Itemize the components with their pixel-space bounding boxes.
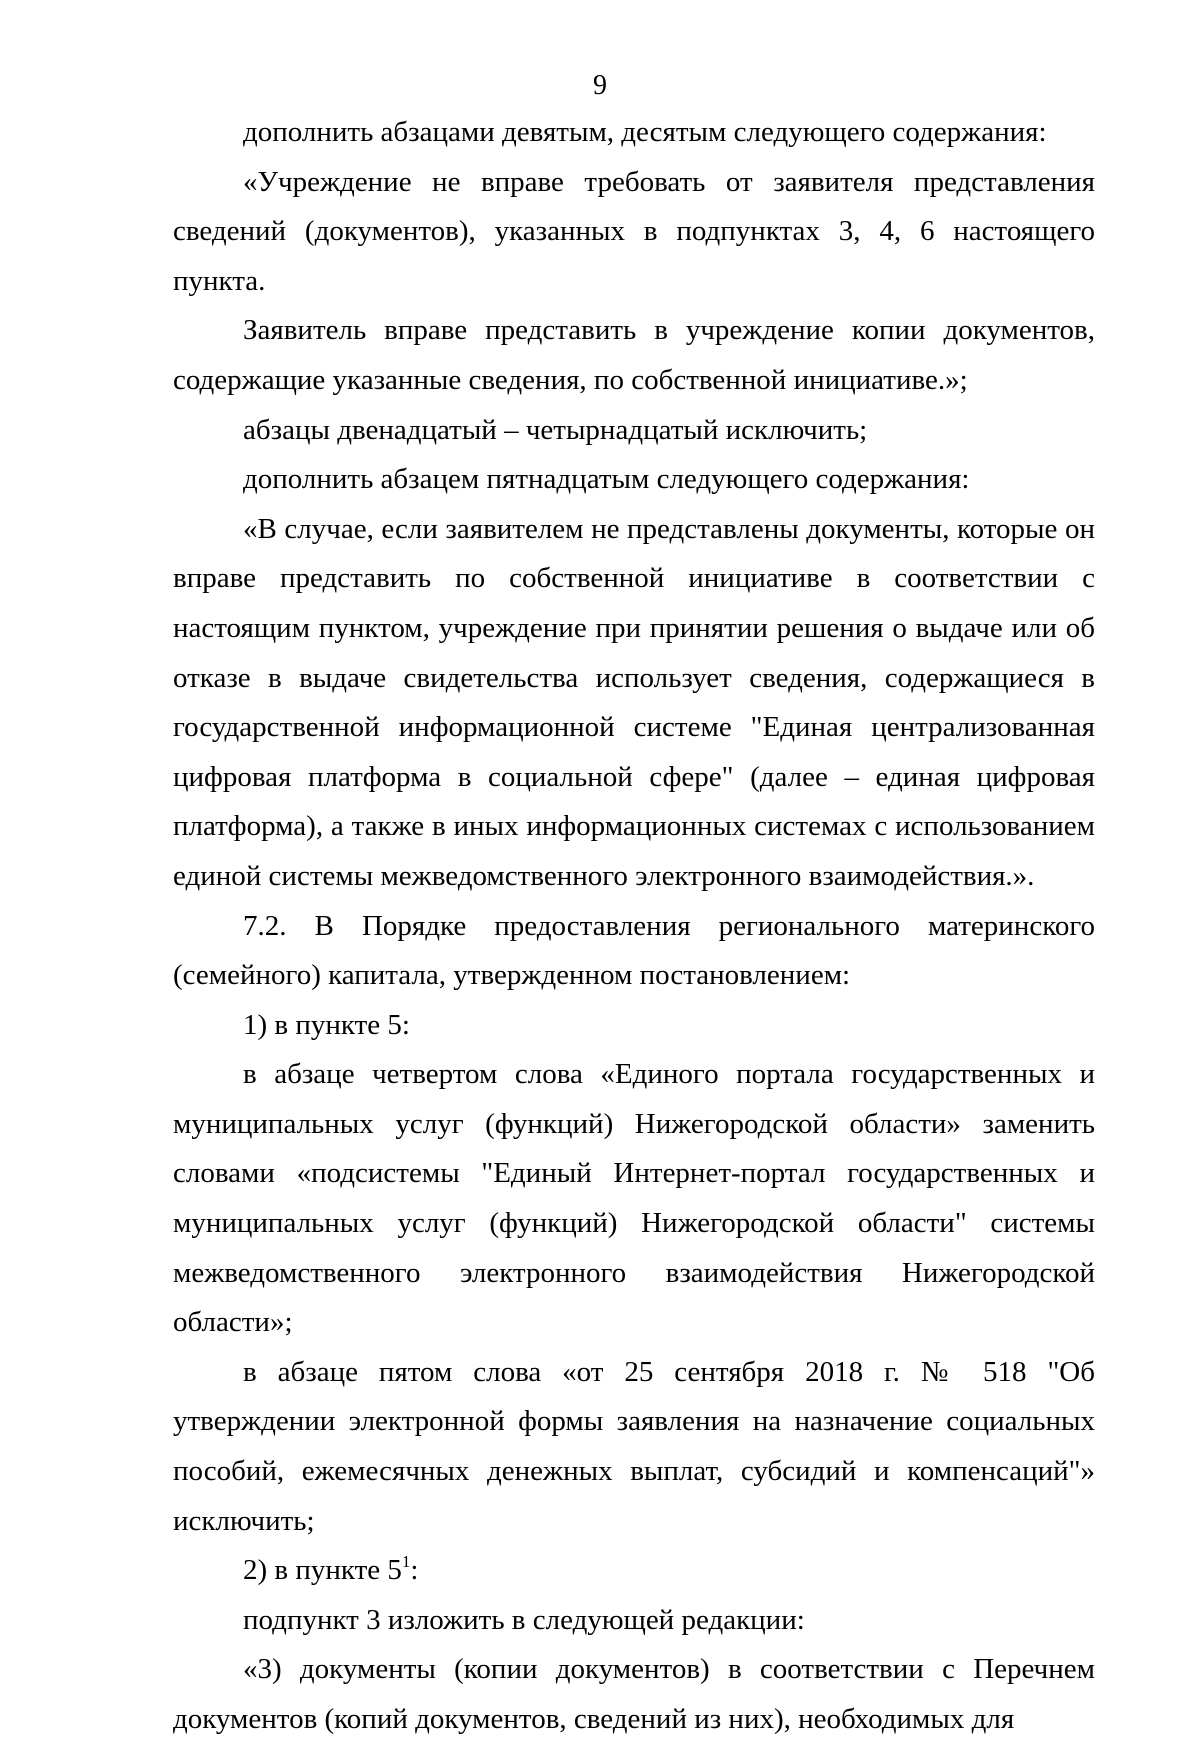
paragraph-7: 7.2. В Порядке предоставления регионального материнского (семейного) капитала, утвержденном постановлением: <box>173 909 1095 992</box>
item-5-1-prefix: 2) в пункте 5 <box>243 1554 402 1587</box>
page-number: 9 <box>593 70 607 101</box>
item-5-1-superscript: 1 <box>401 1552 411 1572</box>
paragraph-5: дополнить абзацем пятнадцатым следующего содержания: <box>243 463 970 496</box>
paragraph-6: «В случае, если заявителем не представлены документы, которые он вправе представить по собственной инициативе в соответствии с настоящим пунктом, учреждение при принятии решения о выдаче или об отказе в выдаче свидетельства использует сведения, содержащиеся в государственной информационной системе "Единая централизованная цифровая платформа в социальной сфере" (далее – единая цифровая платформа), а также в иных информационных системах с использованием единой системы межведомственного электронного взаимодействия.». <box>173 512 1095 892</box>
paragraph-12: подпункт 3 изложить в следующей редакции: <box>243 1603 805 1636</box>
paragraph-11 <box>173 1546 1095 1596</box>
document-body <box>173 108 1095 1745</box>
paragraph-10: в абзаце пятом слова «от 25 сентября 2018 г. № 518 "Об утверждении электронной формы заявления на назначение социальных пособий, ежемесячных денежных выплат, субсидий и компенсаций"» исключить; <box>173 1355 1095 1537</box>
paragraph-9: в абзаце четвертом слова «Единого портала государственных и муниципальных услуг (функций) Нижегородской области» заменить словами «подсистемы "Единый Интернет-портал государственных и муниципальных услуг (функций) Нижегородской области" системы межведомственного электронного взаимодействия Нижегородской области»; <box>173 1058 1095 1339</box>
paragraph-4: абзацы двенадцатый – четырнадцатый исключить; <box>243 413 868 446</box>
paragraph-13: «3) документы (копии документов) в соответствии с Перечнем документов (копий документов, сведений из них), необходимых для <box>173 1653 1095 1735</box>
item-5-1-suffix: : <box>410 1554 419 1587</box>
paragraph-8: 1) в пункте 5: <box>243 1008 410 1041</box>
paragraph-1: дополнить абзацами девятым, десятым следующего содержания: <box>243 116 1047 148</box>
paragraph-3: Заявитель вправе представить в учреждение копии документов, содержащие указанные сведения, по собственной инициативе.»; <box>173 314 1095 396</box>
paragraph-2: «Учреждение не вправе требовать от заявителя представления сведений (документов), указанных в подпунктах 3, 4, 6 настоящего пункта. <box>173 165 1095 297</box>
